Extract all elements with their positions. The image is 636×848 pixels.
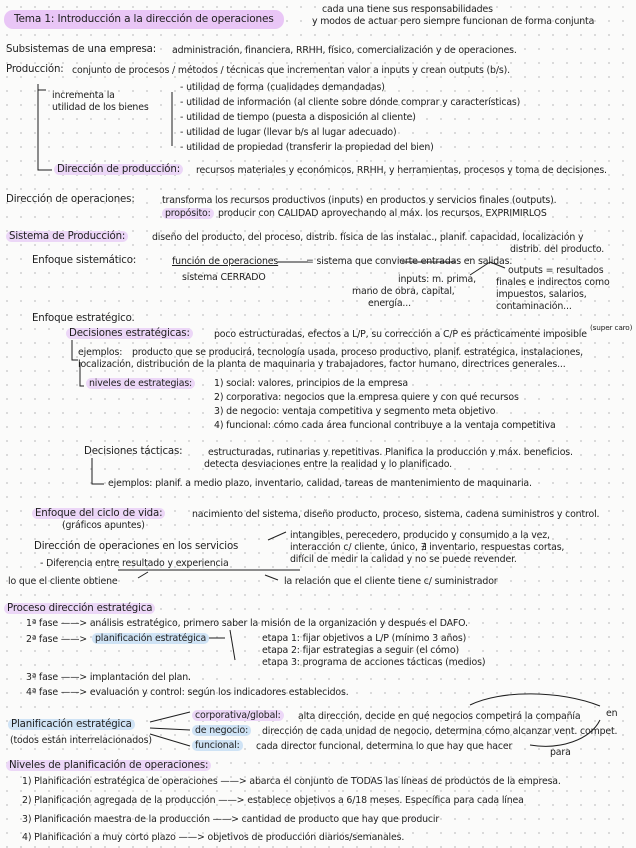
tacticas-line-2: detecta desviaciones entre la realidad y lo planificado.: [204, 459, 452, 470]
planificacion-sub: (todos están interrelacionados): [10, 735, 152, 746]
header-note-1: cada una tiene sus responsabilidades: [322, 4, 493, 15]
enfoque-estrategico-label: Enfoque estratégico.: [32, 313, 135, 324]
subsistemas-text: administración, financiera, RRHH, físico, comercialización y de operaciones.: [172, 45, 517, 56]
inputs-line-2: mano de obra, capital,: [352, 286, 455, 297]
bullet-dir-operaciones-label: Dirección de operaciones:: [6, 194, 135, 205]
bullet-sistema-label: Sistema de Producción:: [6, 231, 128, 242]
proceso-direccion-label: Proceso dirección estratégica: [4, 603, 155, 614]
fase-2-planificacion: planificación estratégica: [92, 633, 209, 644]
corporativa-en: en: [606, 708, 618, 719]
decisiones-tacticas-label: Decisiones tácticas:: [84, 446, 183, 457]
negocio-text: dirección de cada unidad de negocio, determina cómo alcanzar vent. compet.: [262, 726, 618, 737]
nivel-negocio: 3) de negocio: ventaja competitiva y segmento meta objetivo: [214, 406, 496, 417]
dir-operaciones-text: transforma los recursos productivos (inputs) en productos y servicios finales (outputs).: [162, 195, 557, 206]
page-title: Tema 1: Introducción a la dirección de operaciones: [4, 10, 284, 29]
corporativa-label: corporativa/global:: [192, 710, 284, 721]
ciclo-vida-text: nacimiento del sistema, diseño producto, proceso, sistema, cadena suministros y control.: [192, 509, 600, 520]
direccion-produccion-text: recursos materiales y económicos, RRHH, y herramientas, procesos y toma de decisiones.: [196, 165, 607, 176]
nivel-plan-2: 2) Planificación agregada de la producción ——> establece objetivos a 6/18 meses. Específica para cada línea: [22, 795, 524, 806]
utilidad-propiedad: - utilidad de propiedad (transferir la propiedad del bien): [180, 142, 434, 153]
utilidad-tiempo: - utilidad de tiempo (puesta a disposición al cliente): [180, 112, 416, 123]
nivel-corporativa: 2) corporativa: negocios que la empresa quiere y con qué recursos: [214, 392, 519, 403]
etapa-2: etapa 2: fijar estrategias a seguir (el cómo): [262, 645, 459, 656]
proposito-text: producir con CALIDAD aprovechando al máx. los recursos, EXPRIMIRLOS: [218, 208, 547, 219]
bullet-produccion-label: Producción:: [6, 64, 64, 75]
diferencia-line: - Diferencia entre resultado y experiencia: [40, 558, 229, 569]
utilidad-lugar: - utilidad de lugar (llevar b/s al lugar adecuado): [180, 127, 397, 138]
arrow-line-direccion: [38, 84, 52, 170]
etapa-1: etapa 1: fijar objetivos a L/P (mínimo 3 años): [262, 633, 467, 644]
funcional-label: funcional:: [192, 740, 243, 751]
incrementa-line-1: incrementa la: [52, 90, 115, 101]
cliente-relacion: la relación que el cliente tiene c/ suministrador: [284, 576, 498, 587]
nivel-plan-1: 1) Planificación estratégica de operaciones ——> abarca el conjunto de TODAS las líneas de productos de la empresa.: [22, 776, 561, 787]
nivel-plan-3: 3) Planificación maestra de la producción ——> cantidad de producto que hay que producir: [22, 814, 440, 825]
inputs-line-1: inputs: m. prima,: [398, 274, 476, 285]
outputs-line-1: outputs = resultados: [508, 265, 604, 276]
cliente-obtiene: lo que el cliente obtiene: [8, 576, 118, 587]
fase-3: 3ª fase ——> implantación del plan.: [26, 672, 191, 683]
ejemplos-line-2: localización, distribución de la planta de maquinaria y trabajadores, factor humano, directrices generales...: [78, 359, 566, 370]
fase-4: 4ª fase ——> evaluación y control: según los indicadores establecidos.: [26, 687, 349, 698]
inputs-line-3: energía...: [368, 298, 411, 309]
planificacion-estrategica-label: Planificación estratégica: [8, 719, 135, 730]
utilidad-forma: - utilidad de forma (cualidades demandadas): [180, 82, 385, 93]
nivel-social: 1) social: valores, principios de la empresa: [214, 378, 408, 389]
corporativa-text: alta dirección, decide en qué negocios competirá la compañía: [298, 711, 581, 722]
direccion-produccion-label: Dirección de producción:: [54, 164, 183, 175]
outputs-line-2: finales e indirectos como: [496, 277, 610, 288]
funcional-text: cada director funcional, determina lo que hay que hacer: [256, 741, 513, 752]
funcion-operaciones: función de operaciones: [172, 256, 279, 267]
decisiones-estrategicas-label: Decisiones estratégicas:: [66, 328, 193, 339]
header-note-2: y modos de actuar pero siempre funcionan de forma conjunta: [312, 16, 595, 27]
servicios-arrow-1: intangibles, perecedero, producido y consumido a la vez,: [290, 530, 550, 541]
etapa-3: etapa 3: programa de acciones tácticas (medios): [262, 657, 486, 668]
funcional-para: para: [550, 747, 571, 758]
negocio-label: de negocio:: [192, 725, 251, 736]
fase-1: 1ª fase ——> análisis estratégico, primero saber la misión de la organización y después el DAFO.: [26, 618, 468, 629]
niveles-planificacion-label: Niveles de planificación de operaciones:: [6, 760, 211, 771]
servicios-arrow-2: interacción c/ cliente, único, ∄ inventario, respuestas cortas,: [290, 542, 565, 553]
sistema-text: diseño del producto, del proceso, distrib. física de las instalac., planif. capacidad, localización y: [152, 232, 584, 243]
outputs-line-4: contaminación...: [496, 301, 572, 312]
nivel-funcional: 4) funcional: cómo cada área funcional contribuye a la ventaja competitiva: [214, 420, 556, 431]
fase-2-prefix: 2ª fase ——>: [26, 634, 87, 645]
super-caro-note: (super caro): [590, 323, 633, 332]
nivel-plan-4: 4) Planificación a muy corto plazo ——> objetivos de producción diarios/semanales.: [22, 832, 405, 843]
outputs-line-3: impuestos, salarios,: [496, 289, 587, 300]
incrementa-line-2: utilidad de los bienes: [52, 102, 149, 113]
ejemplos-line-1: producto que se producirá, tecnología usada, proceso productivo, planif. estratégica, instalaciones,: [132, 347, 583, 358]
decisiones-estrategicas-text: poco estructuradas, efectos a L/P, su corrección a C/P es prácticamente imposible: [214, 329, 587, 340]
ejemplos-label: ejemplos:: [78, 347, 123, 358]
servicios-arrow-3: difícil de medir la calidad y no se puede revender.: [290, 554, 517, 565]
tacticas-ejemplos: ejemplos: planif. a medio plazo, inventario, calidad, tareas de mantenimiento de maquinaria.: [108, 478, 532, 489]
tacticas-line-1: estructuradas, rutinarias y repetitivas. Planifica la producción y máx. beneficios.: [208, 447, 573, 458]
produccion-text: conjunto de procesos / métodos / técnicas que incrementan valor a inputs y crean outputs (b/s).: [72, 65, 510, 76]
servicios-label: Dirección de operaciones en los servicios: [34, 541, 239, 552]
sistema-eq: = sistema que convierte entradas en salidas.: [306, 256, 513, 267]
sistema-text-2: distrib. del producto.: [510, 244, 605, 255]
sistema-cerrado: sistema CERRADO: [182, 272, 266, 283]
enfoque-sistematico-label: Enfoque sistemático:: [32, 255, 137, 266]
bullet-subsistemas-label: Subsistemas de una empresa:: [6, 44, 157, 55]
enfoque-ciclo-vida-label: Enfoque del ciclo de vida:: [32, 508, 165, 519]
utilidad-informacion: - utilidad de información (al cliente sobre dónde comprar y características): [180, 97, 521, 108]
ciclo-vida-sub: (gráficos apuntes): [62, 520, 145, 531]
proposito-label: propósito:: [162, 208, 214, 219]
niveles-estrategias-label: niveles de estrategias:: [86, 378, 195, 389]
